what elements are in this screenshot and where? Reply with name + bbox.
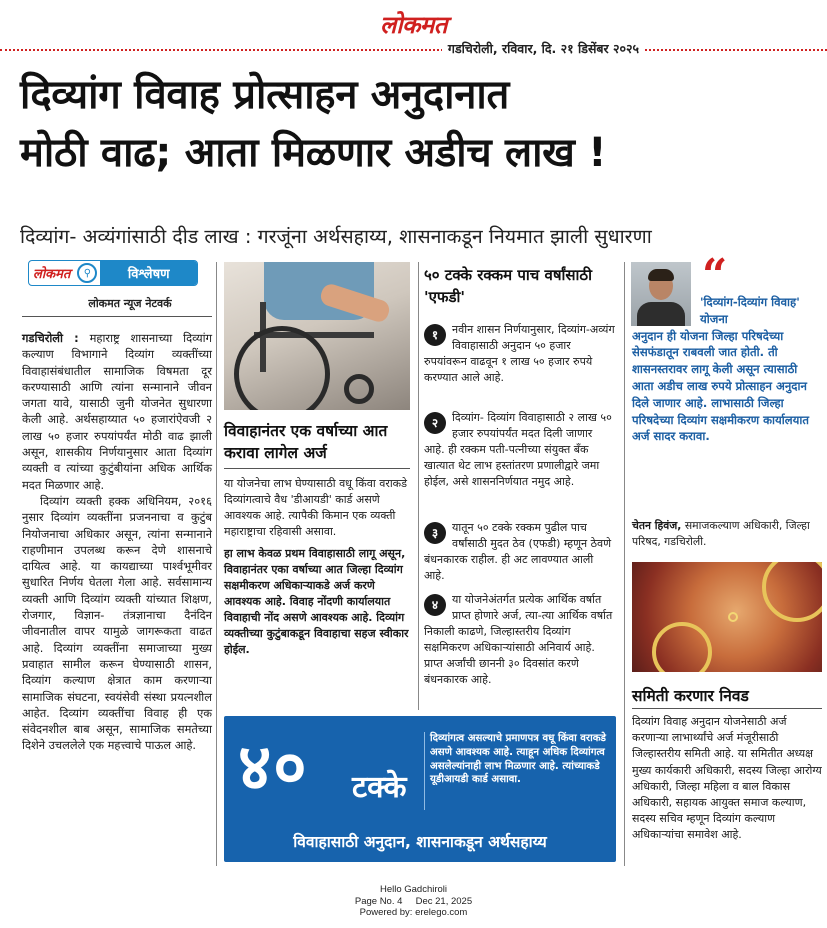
section-body-committee: दिव्यांग विवाह अनुदान योजनेसाठी अर्ज करणाऱ्या लाभार्थ्यांचे अर्ज मंजूरीसाठी जिल्हास्तरीय समिती आहे. या समितीत अध्यक्ष मुख्य कार्यकारी अधिकारी, सदस्य जिल्हा आरोग्य अधिकारी, जिल्हा महिला व बाल विकास अधिकारी, सहायक आयुक्त समाज कल्याण, सदस्य सचिव म्हणून दिव्यांग कल्याण अधिकाऱ्यांचा समावेश आहे. bbox=[632, 715, 822, 842]
official-role: समाजकल्याण अधिकारी, जिल्हा परिषद, गडचिरोली. bbox=[632, 519, 810, 548]
headline-line-2: मोठी वाढ; आता मिळणार अडीच लाख ! bbox=[20, 130, 607, 176]
section-paragraph-1: या योजनेचा लाभ घेण्यासाठी वधू किंवा वराकडे दिव्यांगत्वाचे वैध 'डीआयडी' कार्ड असणे आवश्यक आहे. त्यापैकी किमान एक व्यक्ती महाराष्ट्राचा रहिवासी असावा. bbox=[224, 477, 407, 538]
article-paragraph-1-text: महाराष्ट्र शासनाच्या दिव्यांग कल्याण विभागाने दिव्यांग व्यक्तींच्या विवाहासंबंधातील सामाजिक विषमता दूर करण्यासाठी आणि त्यांना सन्मानाने जीवन जगता यावे, यासाठी जुनी योजनेत सुधारणा केली आहे. अर्थसहाय्यात ५० हजारांऐवजी २ लाख ५० हजार रुपयांपर्यंत मोठी वाढ झाली असून, शासकीय निर्णयानुसार आता दिव्यांग व्यक्ती व त्यांच्या कुटुंबीयांना अधिक आर्थिक मदत मिळणार आहे. bbox=[22, 331, 212, 492]
date-line bbox=[0, 40, 827, 62]
article-body bbox=[22, 330, 212, 754]
official-name: चेतन हिवंज, bbox=[632, 519, 682, 532]
section-paragraph-2: हा लाभ केवळ प्रथम विवाहासाठी लागू असून, विवाहानंतर एका वर्षाच्या आत जिल्हा दिव्यांग सक्षमीकरण अधिकाऱ्याकडे अर्ज करणे आवश्यक आहे. विवाह नोंदणी कार्यालयात विवाहाची नोंद असणे आवश्यक आहे. दिव्यांग व्यक्तीच्या कुटुंबाकडून विवाहाचा सहज स्वीकार होईल. bbox=[224, 547, 409, 656]
tag-brand-logo: लोकमत bbox=[29, 264, 74, 282]
tag-label: विश्लेषण bbox=[100, 261, 197, 285]
point-number: २ bbox=[424, 412, 446, 434]
numbered-point-2 bbox=[424, 410, 616, 490]
footer-page-date: Page No. 4 Dec 21, 2025 bbox=[354, 895, 473, 907]
magnifier-icon: ⚲ bbox=[77, 263, 97, 283]
article-paragraph-1 bbox=[22, 330, 212, 493]
masthead bbox=[0, 8, 827, 38]
wedding-hands-photo bbox=[632, 562, 822, 672]
section-heading-divider bbox=[632, 708, 822, 709]
headline-line-1: दिव्यांग विवाह प्रोत्साहन अनुदानात bbox=[20, 72, 509, 118]
subheadline: दिव्यांग- अव्यंगांसाठी दीड लाख : गरजूंना अर्थसहाय्य, शासनाकडून नियमात झाली सुधारणा bbox=[20, 225, 652, 248]
highlight-note: दिव्यांगत्व असल्याचे प्रमाणपत्र वधू किंवा वराकडे असणे आवश्यक आहे. त्याहून अधिक दिव्यांगत्व असलेल्यांनाही लाभ मिळणार आहे. त्यांच्याकडे यूडीआयडी कार्ड असावा. bbox=[430, 733, 606, 786]
highlight-caption: विवाहासाठी अनुदान, शासनाकडून अर्थसहाय्य bbox=[293, 833, 547, 851]
point-text: या योजनेअंतर्गत प्रत्येक आर्थिक वर्षात प्राप्त होणारे अर्ज, त्या-त्या आर्थिक वर्षात निकाली काढणे, जिल्हास्तरीय दिव्यांग सक्षमिकरण अधिकाऱ्यांसाठी अनिवार्य आहे. प्राप्त अर्जांची छाननी ३० दिवसांत करणे बंधनकारक आहे. bbox=[424, 593, 613, 686]
article-paragraph-2: दिव्यांग व्यक्ती हक्क अधिनियम, २०१६ नुसार दिव्यांग व्यक्तींना प्रजननाचा व कुटुंब नियोजनाचा अधिकार असून, त्यांना सन्मानाने राहणीमान उपलब्ध करून देणे शासनाचे दायित्व आहे. या कायद्याच्या पार्श्वभूमीवर सुधारित निर्णय घेतला गेला आहे. सर्वसामान्य व्यक्ती आणि दिव्यांग व्यक्ती यांच्यात शिक्षण, रोजगार, विज्ञान- तंत्रज्ञानाचा दैनंदिन जीवनातील वापर यामुळे जागरूकता वाढत आहे. दिव्यांग व्यक्तींना समाजाच्या मुख्य प्रवाहात सामील करून घेण्यासाठी शासन, दिव्यांग कल्याण क्षेत्रात काम करणाऱ्या सामाजिक संघटना, स्वयंसेवी संस्था प्रयत्नशील आहेत. दिव्यांग व्यक्तींचा विवाह ही एक संवेदनशील बाब असून, सामाजिक समतेच्या दिशेने उचललेले एक महत्त्वाचे पाऊल आहे. bbox=[22, 493, 212, 753]
numbered-point-4 bbox=[424, 592, 616, 688]
page-footer bbox=[0, 884, 827, 919]
highlight-number: ४० bbox=[238, 731, 309, 805]
analysis-tag bbox=[28, 260, 198, 286]
highlight-box bbox=[224, 716, 616, 862]
point-text: यातून ५० टक्के रक्कम पुढील पाच वर्षांसाठी मुदत ठेव (एफडी) म्हणून ठेवणे बंधनकारक राहील. ही अट लावण्यात आली आहे. bbox=[424, 521, 612, 582]
point-text: दिव्यांग- दिव्यांग विवाहासाठी २ लाख ५० हजार रुपयांपर्यंत मदत दिली जाणार आहे. ही रक्कम पती-पत्नीच्या संयुक्त बँक खात्यात थेट लाभ हस्तांतरण प्रणालीद्वारे जमा होईल, असे शासननिर्णयात नमुद आहे. bbox=[424, 411, 612, 488]
numbered-point-1 bbox=[424, 322, 616, 386]
dateline-place: गडचिरोली : bbox=[22, 331, 79, 345]
column-divider-1 bbox=[216, 262, 217, 866]
wheelchair-photo bbox=[224, 262, 410, 410]
edition-date: गडचिरोली, रविवार, दि. २१ डिसेंबर २०२५ bbox=[442, 40, 645, 57]
highlight-divider bbox=[424, 732, 425, 810]
quote-icon: “ bbox=[702, 250, 728, 301]
point-text: नवीन शासन निर्णयानुसार, दिव्यांग-अव्यंग विवाहासाठी अनुदान ५० हजार रुपयांवरून वाढवून १ लाख ५० हजार रुपये करण्यात आले आहे. bbox=[424, 323, 615, 384]
byline: लोकमत न्यूज नेटवर्क bbox=[88, 297, 172, 310]
section-heading-committee: समिती करणार निवड bbox=[632, 687, 749, 705]
quote-attribution bbox=[632, 518, 822, 550]
byline-divider bbox=[22, 316, 212, 317]
quote-body: अनुदान ही योजना जिल्हा परिषदेच्या सेसफंडातून राबवली जात होती. ती शासनस्तरावर लागू केली असून त्यासाठी आता अडीच लाख रुपये प्रोत्साहन अनुदान दिले जाणार आहे. लाभासाठी जिल्हा परिषदेच्या दिव्यांग सक्षमीकरण कार्यालयात अर्ज सादर करावा. bbox=[632, 328, 809, 444]
date-rule-divider bbox=[0, 49, 827, 51]
highlight-unit: टक्के bbox=[352, 770, 407, 805]
section-body-application bbox=[224, 476, 410, 658]
newspaper-logo: लोकमत bbox=[380, 10, 447, 39]
numbered-point-3 bbox=[424, 520, 616, 584]
quote-lead: 'दिव्यांग-दिव्यांग विवाह' योजना bbox=[700, 295, 800, 326]
column-divider-3 bbox=[624, 262, 625, 866]
footer-powered-by: Powered by: erelego.com bbox=[359, 907, 468, 918]
official-quote bbox=[632, 294, 822, 445]
point-number: ४ bbox=[424, 594, 446, 616]
column-divider-2 bbox=[418, 262, 419, 710]
point-number: १ bbox=[424, 324, 446, 346]
section-heading-fd: ५० टक्के रक्कम पाच वर्षांसाठी 'एफडी' bbox=[424, 266, 592, 306]
main-headline bbox=[20, 66, 820, 182]
footer-publication: Hello Gadchiroli bbox=[379, 884, 448, 895]
section-heading-divider bbox=[224, 468, 410, 469]
section-heading-application: विवाहानंतर एक वर्षाच्या आत करावा लागेल अर्ज bbox=[224, 422, 388, 462]
point-number: ३ bbox=[424, 522, 446, 544]
